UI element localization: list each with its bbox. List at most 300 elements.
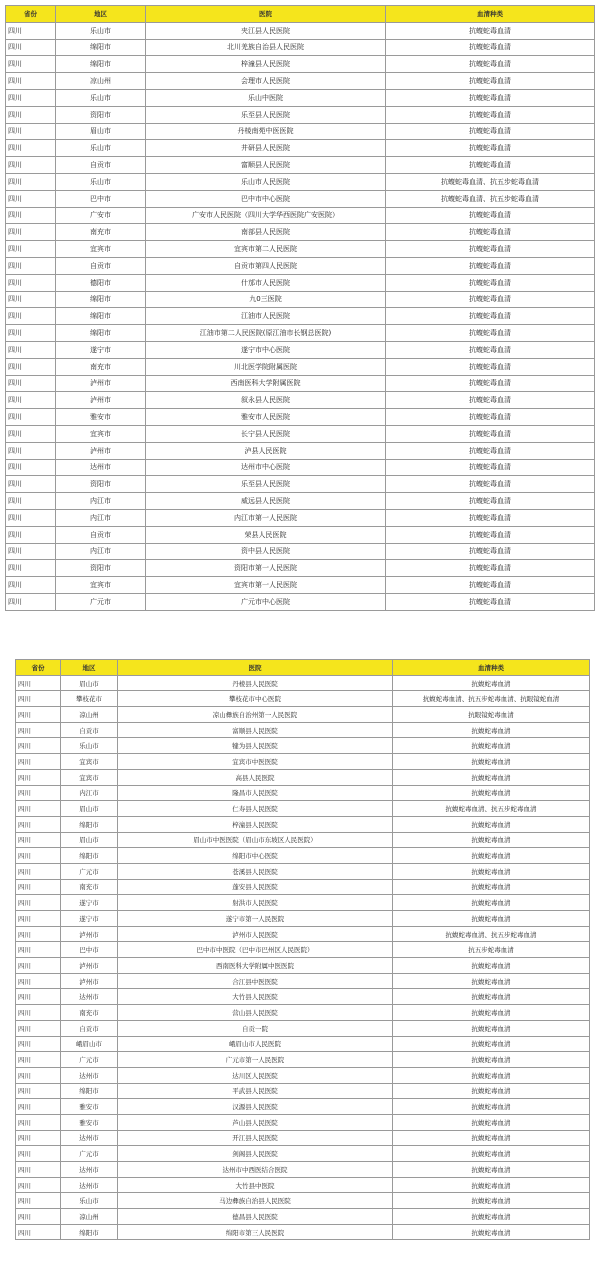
table-row [6,526,595,543]
cell-serum-type: 抗蝮蛇毒血清 [393,738,590,754]
cell-province: 四川 [16,675,61,691]
cell-hospital: 射洪市人民医院 [118,895,393,911]
cell-serum-type: 抗蝮蛇毒血清 [393,848,590,864]
cell-region: 广元市 [61,863,118,879]
cell-serum-type: 抗蝮蛇毒血清 [393,1083,590,1099]
cell-hospital: 绵阳市第三人民医院 [118,1224,393,1240]
cell-province: 四川 [16,1209,61,1225]
cell-hospital: 德昌县人民医院 [118,1209,393,1225]
cell-hospital: 资阳市第一人民医院 [146,560,386,577]
cell-serum-type: 抗蝮蛇毒血清 [386,106,595,123]
table-row [6,493,595,510]
cell-serum-type: 抗蝮蛇毒血清 [386,476,595,493]
cell-hospital: 广元市中心医院 [146,593,386,610]
cell-region: 内江市 [56,543,146,560]
cell-serum-type: 抗蝮蛇毒血清 [393,675,590,691]
cell-serum-type: 抗蝮蛇毒血清 [393,879,590,895]
cell-serum-type: 抗蝮蛇毒血清 [393,973,590,989]
cell-serum-type: 抗蝮蛇毒血清 [393,785,590,801]
cell-province: 四川 [16,1020,61,1036]
table-row [6,190,595,207]
cell-hospital: 会理市人民医院 [146,73,386,90]
cell-province: 四川 [6,425,56,442]
cell-serum-type: 抗蝮蛇毒血清、抗五步蛇毒血清 [386,190,595,207]
cell-region: 雅安市 [61,1114,118,1130]
cell-region: 宜宾市 [56,577,146,594]
cell-hospital: 凉山彝族自治州第一人民医院 [118,707,393,723]
cell-province: 四川 [16,1083,61,1099]
cell-region: 眉山市 [61,832,118,848]
cell-region: 广元市 [61,1052,118,1068]
cell-region: 达州市 [61,1067,118,1083]
table-row [6,375,595,392]
cell-province: 四川 [6,190,56,207]
cell-serum-type: 抗蝮蛇毒血清 [393,1177,590,1193]
table-row [6,459,595,476]
cell-province: 四川 [16,707,61,723]
cell-region: 巴中市 [61,942,118,958]
cell-region: 广元市 [61,1146,118,1162]
cell-hospital: 南部县人民医院 [146,224,386,241]
cell-serum-type: 抗蝮蛇毒血清 [393,989,590,1005]
table-body [16,675,590,1240]
cell-serum-type: 抗蝮蛇毒血清 [386,325,595,342]
cell-hospital: 犍为县人民医院 [118,738,393,754]
table-row [16,707,590,723]
cell-region: 乐山市 [61,738,118,754]
cell-hospital: 雅安市人民医院 [146,409,386,426]
table-row [6,123,595,140]
cell-serum-type: 抗五步蛇毒血清 [393,942,590,958]
table-row [16,958,590,974]
table-row [16,722,590,738]
cell-serum-type: 抗蝮蛇毒血清 [386,224,595,241]
cell-region: 眉山市 [61,801,118,817]
table-row [16,1036,590,1052]
cell-serum-type: 抗蝮蛇毒血清 [386,157,595,174]
cell-serum-type: 抗蝮蛇毒血清、抗五步蛇毒血清 [393,801,590,817]
table-row [6,593,595,610]
cell-hospital: 马边彝族自治县人民医院 [118,1193,393,1209]
table-row [6,358,595,375]
cell-serum-type: 抗蝮蛇毒血清、抗五步蛇毒血清、抗眼镜蛇血清 [393,691,590,707]
cell-hospital: 富顺县人民医院 [146,157,386,174]
cell-province: 四川 [6,22,56,39]
table-row [6,274,595,291]
cell-hospital: 达州市中心医院 [146,459,386,476]
cell-serum-type: 抗蝮蛇毒血清 [386,526,595,543]
cell-province: 四川 [6,241,56,258]
cell-serum-type: 抗蝮蛇毒血清 [386,241,595,258]
cell-region: 泸州市 [61,926,118,942]
table-row [16,1146,590,1162]
table-row [16,863,590,879]
cell-province: 四川 [6,375,56,392]
cell-hospital: 井研县人民医院 [146,140,386,157]
cell-hospital: 西南医科大学附属中医医院 [118,958,393,974]
cell-province: 四川 [16,832,61,848]
table-row [16,675,590,691]
cell-serum-type: 抗蝮蛇毒血清、抗五步蛇毒血清 [386,173,595,190]
cell-province: 四川 [16,1005,61,1021]
cell-serum-type: 抗蝮蛇毒血清 [393,958,590,974]
cell-hospital: 合江县中医医院 [118,973,393,989]
cell-hospital: 宜宾市第二人民医院 [146,241,386,258]
cell-province: 四川 [6,325,56,342]
table-row [6,56,595,73]
cell-hospital: 营山县人民医院 [118,1005,393,1021]
cell-region: 自贡市 [61,722,118,738]
cell-serum-type: 抗蝮蛇毒血清 [386,22,595,39]
cell-province: 四川 [6,140,56,157]
table-row [16,1130,590,1146]
cell-serum-type: 抗蝮蛇毒血清 [393,1052,590,1068]
cell-region: 乐山市 [61,1193,118,1209]
cell-serum-type: 抗蝮蛇毒血清 [393,816,590,832]
cell-region: 泸州市 [56,375,146,392]
cell-serum-type: 抗蝮蛇毒血清 [386,207,595,224]
cell-region: 泸州市 [61,973,118,989]
cell-province: 四川 [16,942,61,958]
table-row [16,754,590,770]
table-row [16,1224,590,1240]
cell-region: 乐山市 [56,140,146,157]
cell-region: 达州市 [61,1177,118,1193]
cell-province: 四川 [16,1067,61,1083]
cell-hospital: 宜宾市中医医院 [118,754,393,770]
cell-province: 四川 [16,738,61,754]
table-row [6,341,595,358]
cell-province: 四川 [6,493,56,510]
table-row [16,879,590,895]
cell-region: 自贡市 [61,1020,118,1036]
cell-province: 四川 [6,224,56,241]
cell-region: 绵阳市 [56,291,146,308]
table-row [16,832,590,848]
table-row [6,157,595,174]
cell-province: 四川 [6,274,56,291]
cell-region: 南充市 [56,224,146,241]
cell-region: 资阳市 [56,476,146,493]
header-hospital: 医院 [146,6,386,23]
table-header-row [16,660,590,676]
table-row [6,106,595,123]
cell-serum-type: 抗蝮蛇毒血清 [393,1036,590,1052]
table-row [16,1162,590,1178]
table-row [16,785,590,801]
cell-hospital: 汉源县人民医院 [118,1099,393,1115]
cell-hospital: 大竹县人民医院 [118,989,393,1005]
cell-serum-type: 抗眼镜蛇毒血清 [393,707,590,723]
cell-hospital: 广元市第一人民医院 [118,1052,393,1068]
table-row [6,291,595,308]
cell-region: 绵阳市 [56,325,146,342]
header-hospital: 医院 [118,660,393,676]
cell-province: 四川 [16,754,61,770]
table-row [6,425,595,442]
cell-region: 凉山州 [61,707,118,723]
cell-region: 乐山市 [56,22,146,39]
table-row [16,911,590,927]
cell-region: 雅安市 [56,409,146,426]
cell-serum-type: 抗蝮蛇毒血清 [386,543,595,560]
cell-region: 德阳市 [56,274,146,291]
cell-hospital: 江油市人民医院 [146,308,386,325]
cell-hospital: 隆昌市人民医院 [118,785,393,801]
cell-serum-type: 抗蝮蛇毒血清 [393,1209,590,1225]
cell-region: 凉山州 [61,1209,118,1225]
table-row [6,140,595,157]
table-row [6,241,595,258]
cell-hospital: 绵阳市中心医院 [118,848,393,864]
table-row [16,989,590,1005]
cell-region: 眉山市 [61,675,118,691]
cell-hospital: 开江县人民医院 [118,1130,393,1146]
cell-serum-type: 抗蝮蛇毒血清 [386,39,595,56]
cell-region: 达州市 [61,1130,118,1146]
table-row [16,1099,590,1115]
cell-hospital: 泸县人民医院 [146,442,386,459]
cell-hospital: 乐山中医院 [146,89,386,106]
cell-province: 四川 [16,722,61,738]
cell-hospital: 梓潼县人民医院 [118,816,393,832]
cell-province: 四川 [16,973,61,989]
table-row [16,942,590,958]
table-row [6,173,595,190]
cell-region: 南充市 [61,1005,118,1021]
cell-hospital: 九0三医院 [146,291,386,308]
cell-region: 南充市 [56,358,146,375]
cell-hospital: 峨眉山市人民医院 [118,1036,393,1052]
cell-hospital: 宜宾市第一人民医院 [146,577,386,594]
cell-province: 四川 [16,816,61,832]
cell-province: 四川 [6,157,56,174]
cell-province: 四川 [6,106,56,123]
cell-region: 宜宾市 [61,754,118,770]
cell-serum-type: 抗蝮蛇毒血清 [393,1067,590,1083]
cell-region: 达州市 [61,1162,118,1178]
cell-hospital: 遂宁市中心医院 [146,341,386,358]
cell-region: 宜宾市 [56,241,146,258]
table-row [6,577,595,594]
table-row [6,476,595,493]
cell-hospital: 剑阁县人民医院 [118,1146,393,1162]
cell-province: 四川 [16,863,61,879]
cell-province: 四川 [6,257,56,274]
cell-region: 绵阳市 [61,1224,118,1240]
cell-region: 内江市 [61,785,118,801]
table-row [16,926,590,942]
cell-hospital: 广安市人民医院（四川大学华西医院广安医院） [146,207,386,224]
cell-province: 四川 [16,769,61,785]
table-row [6,442,595,459]
table-row [6,22,595,39]
cell-hospital: 叙永县人民医院 [146,392,386,409]
cell-hospital: 乐至县人民医院 [146,106,386,123]
header-province: 省份 [16,660,61,676]
table-row [16,1052,590,1068]
cell-hospital: 大竹县中医院 [118,1177,393,1193]
cell-province: 四川 [16,895,61,911]
cell-serum-type: 抗蝮蛇毒血清 [386,257,595,274]
table-row [16,738,590,754]
cell-province: 四川 [6,442,56,459]
cell-province: 四川 [6,476,56,493]
cell-region: 乐山市 [56,173,146,190]
cell-region: 绵阳市 [56,308,146,325]
cell-serum-type: 抗蝮蛇毒血清 [386,89,595,106]
cell-hospital: 北川羌族自治县人民医院 [146,39,386,56]
cell-region: 雅安市 [61,1099,118,1115]
cell-serum-type: 抗蝮蛇毒血清 [386,577,595,594]
table-row [16,895,590,911]
cell-serum-type: 抗蝮蛇毒血清 [393,895,590,911]
header-serum-type: 血清种类 [386,6,595,23]
cell-serum-type: 抗蝮蛇毒血清 [393,1114,590,1130]
table-row [16,1083,590,1099]
cell-serum-type: 抗蝮蛇毒血清 [386,358,595,375]
cell-region: 峨眉山市 [61,1036,118,1052]
cell-province: 四川 [16,785,61,801]
cell-region: 泸州市 [56,442,146,459]
cell-hospital: 川北医学院附属医院 [146,358,386,375]
cell-province: 四川 [16,691,61,707]
cell-region: 遂宁市 [61,895,118,911]
table-row [16,1114,590,1130]
cell-serum-type: 抗蝮蛇毒血清 [386,509,595,526]
cell-region: 巴中市 [56,190,146,207]
table-header-row [6,6,595,23]
cell-province: 四川 [16,1099,61,1115]
cell-serum-type: 抗蝮蛇毒血清 [393,754,590,770]
cell-province: 四川 [16,1162,61,1178]
cell-serum-type: 抗蝮蛇毒血清 [386,493,595,510]
cell-region: 广元市 [56,593,146,610]
cell-region: 绵阳市 [56,56,146,73]
cell-serum-type: 抗蝮蛇毒血清 [386,593,595,610]
cell-province: 四川 [16,1036,61,1052]
cell-hospital: 内江市第一人民医院 [146,509,386,526]
table-row [6,509,595,526]
cell-province: 四川 [6,308,56,325]
cell-region: 绵阳市 [61,848,118,864]
cell-serum-type: 抗蝮蛇毒血清 [386,459,595,476]
cell-region: 绵阳市 [61,816,118,832]
cell-hospital: 眉山市中医医院（眉山市东坡区人民医院） [118,832,393,848]
cell-province: 四川 [16,848,61,864]
cell-hospital: 乐山市人民医院 [146,173,386,190]
cell-province: 四川 [16,958,61,974]
cell-hospital: 夹江县人民医院 [146,22,386,39]
cell-serum-type: 抗蝮蛇毒血清 [386,274,595,291]
cell-province: 四川 [6,409,56,426]
cell-region: 广安市 [56,207,146,224]
cell-province: 四川 [16,911,61,927]
header-region: 地区 [61,660,118,676]
cell-hospital: 西南医科大学附属医院 [146,375,386,392]
cell-hospital: 丹棱南苑中医医院 [146,123,386,140]
table-row [6,409,595,426]
cell-serum-type: 抗蝮蛇毒血清 [386,392,595,409]
table-row [6,257,595,274]
cell-province: 四川 [6,123,56,140]
cell-province: 四川 [16,1052,61,1068]
header-province: 省份 [6,6,56,23]
cell-serum-type: 抗蝮蛇毒血清 [393,911,590,927]
cell-hospital: 乐至县人民医院 [146,476,386,493]
cell-hospital: 资中县人民医院 [146,543,386,560]
cell-province: 四川 [16,1146,61,1162]
cell-region: 自贡市 [56,157,146,174]
cell-region: 内江市 [56,493,146,510]
cell-serum-type: 抗蝮蛇毒血清 [393,722,590,738]
cell-hospital: 荣县人民医院 [146,526,386,543]
cell-hospital: 平武县人民医院 [118,1083,393,1099]
cell-province: 四川 [6,341,56,358]
cell-hospital: 蓬安县人民医院 [118,879,393,895]
cell-serum-type: 抗蝮蛇毒血清 [386,341,595,358]
cell-hospital: 威远县人民医院 [146,493,386,510]
cell-province: 四川 [6,560,56,577]
cell-serum-type: 抗蝮蛇毒血清 [386,123,595,140]
cell-hospital: 什邡市人民医院 [146,274,386,291]
cell-region: 乐山市 [56,89,146,106]
table-row [16,769,590,785]
cell-hospital: 达州市中西医结合医院 [118,1162,393,1178]
cell-province: 四川 [6,392,56,409]
antivenom-hospital-table-2 [15,659,590,1240]
cell-hospital: 仁寿县人民医院 [118,801,393,817]
cell-region: 达州市 [56,459,146,476]
cell-province: 四川 [6,89,56,106]
cell-hospital: 巴中市中心医院 [146,190,386,207]
table-body [6,22,595,610]
cell-serum-type: 抗蝮蛇毒血清 [393,1020,590,1036]
cell-hospital: 自贡市第四人民医院 [146,257,386,274]
table-row [16,691,590,707]
cell-serum-type: 抗蝮蛇毒血清 [393,1005,590,1021]
table-row [6,39,595,56]
cell-province: 四川 [16,1193,61,1209]
cell-region: 宜宾市 [61,769,118,785]
cell-serum-type: 抗蝮蛇毒血清 [386,442,595,459]
cell-region: 凉山州 [56,73,146,90]
cell-province: 四川 [16,801,61,817]
table-row [16,801,590,817]
cell-province: 四川 [16,926,61,942]
cell-province: 四川 [16,1224,61,1240]
table-row [16,1177,590,1193]
cell-hospital: 梓潼县人民医院 [146,56,386,73]
cell-serum-type: 抗蝮蛇毒血清 [393,1099,590,1115]
cell-province: 四川 [6,543,56,560]
table-row [16,1020,590,1036]
cell-serum-type: 抗蝮蛇毒血清 [386,375,595,392]
cell-province: 四川 [6,593,56,610]
table-row [6,543,595,560]
header-region: 地区 [56,6,146,23]
cell-province: 四川 [16,1177,61,1193]
cell-province: 四川 [6,358,56,375]
cell-region: 绵阳市 [61,1083,118,1099]
table-row [6,89,595,106]
cell-serum-type: 抗蝮蛇毒血清 [386,409,595,426]
cell-region: 遂宁市 [56,341,146,358]
cell-province: 四川 [6,577,56,594]
cell-serum-type: 抗蝮蛇毒血清 [386,291,595,308]
cell-region: 遂宁市 [61,911,118,927]
cell-province: 四川 [6,207,56,224]
